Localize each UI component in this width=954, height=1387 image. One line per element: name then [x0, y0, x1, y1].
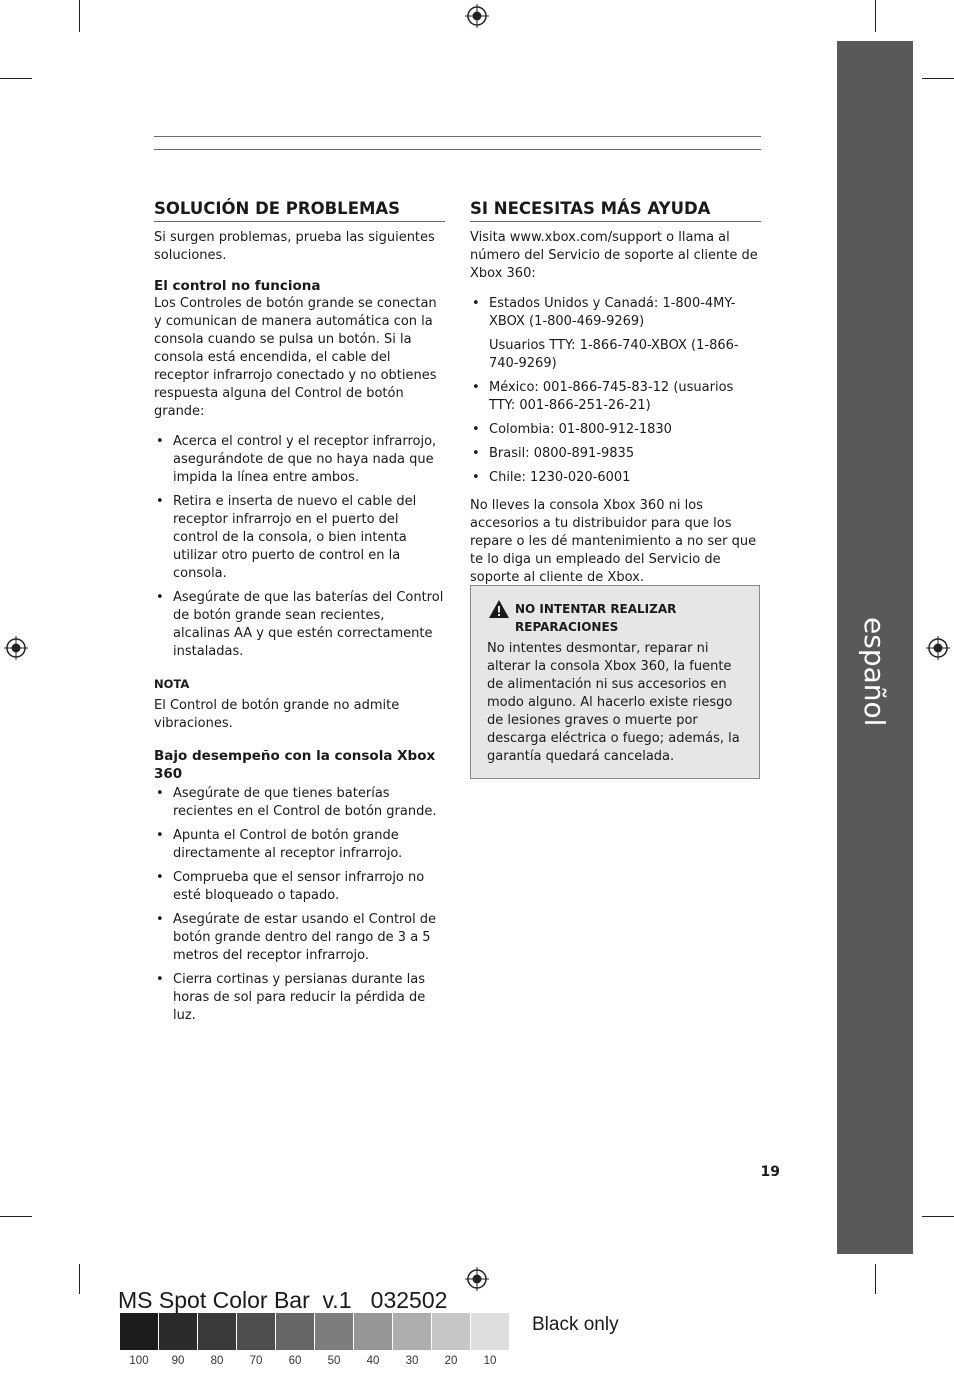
controller-not-working-body: Los Controles de botón grande se conectan y comunican de manera automática con la consola cuando se pulsa un botón. Si la consola está encendida, el cable del receptor infrarrojo conectado y no obtienes respuesta alguna del Control de botón grande: [154, 296, 437, 419]
note-text: El Control de botón grande no admite vibraciones. [154, 698, 400, 731]
color-swatch-label: 10 [483, 1355, 497, 1367]
color-swatch-label: 30 [405, 1355, 419, 1367]
list-item: • Asegúrate de estar usando el Control de botón grande dentro del rango de 3 a 5 metros del receptor infrarrojo. [154, 911, 445, 965]
crop-mark [0, 78, 32, 79]
color-swatch [237, 1313, 275, 1350]
left-column [154, 198, 445, 1035]
controller-not-working-list [154, 433, 445, 661]
registration-mark-icon [465, 4, 489, 28]
color-swatch-label: 70 [249, 1355, 263, 1367]
list-item: • Colombia: 01-800-912-1830 [470, 421, 761, 439]
warning-text: No intentes desmontar, reparar ni alterar la consola Xbox 360, la fuente de alimentación ni sus accesorios en modo alguno. Al hacerlo existe riesgo de lesiones graves o muerte por descarga eléctrica o fuego; además, la garantía quedará cancelada. [487, 641, 740, 764]
color-swatch-label: 50 [327, 1355, 341, 1367]
list-item: • Acerca el control y el receptor infrarrojo, asegurándote de que no haya nada que impida la línea entre ambos. [154, 433, 445, 487]
registration-mark-icon [926, 636, 950, 660]
controller-not-working-heading: El control no funciona [154, 278, 321, 294]
more-help-intro: Visita www.xbox.com/support o llama al número del Servicio de soporte al cliente de Xbox 360: [470, 230, 758, 281]
language-tab-label: español [858, 617, 891, 727]
color-swatch [315, 1313, 353, 1350]
color-swatch [159, 1313, 197, 1350]
list-item: • Asegúrate de que las baterías del Control de botón grande sean recientes, alcalinas AA y que estén correctamente instaladas. [154, 589, 445, 661]
crop-mark [875, 0, 876, 32]
color-swatch [432, 1313, 470, 1350]
list-item: • Chile: 1230-020-6001 [470, 469, 761, 487]
list-item: • Asegúrate de que tienes baterías recientes en el Control de botón grande. [154, 785, 445, 821]
crop-mark [922, 1216, 954, 1217]
color-swatch [198, 1313, 236, 1350]
registration-mark-icon [465, 1267, 489, 1291]
list-item: • Apunta el Control de botón grande directamente al receptor infrarrojo. [154, 827, 445, 863]
warning-title-text: NO INTENTAR REALIZAR REPARACIONES [515, 602, 677, 634]
list-item: • México: 001-866-745-83-12 (usuarios TTY: 001-866-251-26-21) [470, 379, 761, 415]
troubleshooting-intro: Si surgen problemas, prueba las siguientes soluciones. [154, 230, 435, 263]
crop-mark [922, 78, 954, 79]
warning-title [487, 600, 745, 636]
contact-text: Estados Unidos y Canadá: 1-800-4MY-XBOX (1-800-469-9269) [489, 296, 736, 329]
color-swatch [471, 1313, 509, 1350]
right-column [470, 198, 761, 599]
contact-text-tty: Usuarios TTY: 1-866-740-XBOX (1-866-740-9269) [489, 338, 739, 371]
color-bar-note: Black only [532, 1314, 619, 1335]
header-rule [154, 149, 761, 150]
low-performance-list [154, 785, 445, 1025]
color-swatch [354, 1313, 392, 1350]
color-swatch [120, 1313, 158, 1350]
support-contacts-list [470, 295, 761, 487]
troubleshooting-heading: SOLUCIÓN DE PROBLEMAS [154, 198, 445, 222]
crop-mark [79, 0, 80, 32]
color-swatch [276, 1313, 314, 1350]
color-swatch [393, 1313, 431, 1350]
list-item: • Retira e inserta de nuevo el cable del receptor infrarrojo en el puerto del control de la consola, o bien intenta utilizar otro puerto de control en la consola. [154, 493, 445, 583]
warning-box [470, 585, 760, 779]
list-item: • Comprueba que el sensor infrarrojo no esté bloqueado o tapado. [154, 869, 445, 905]
registration-mark-icon [4, 636, 28, 660]
color-swatch-label: 40 [366, 1355, 380, 1367]
header-rule [154, 136, 761, 137]
note-label: NOTA [154, 677, 190, 691]
color-swatch-label: 20 [444, 1355, 458, 1367]
low-performance-heading: Bajo desempeño con la consola Xbox 360 [154, 748, 436, 782]
color-swatch-label: 80 [210, 1355, 224, 1367]
list-item [470, 295, 761, 373]
crop-mark [79, 1264, 80, 1294]
color-swatch-label: 60 [288, 1355, 302, 1367]
warning-triangle-icon [488, 599, 510, 619]
list-item: • Brasil: 0800-891-9835 [470, 445, 761, 463]
crop-mark [875, 1264, 876, 1294]
page-number: 19 [760, 1164, 780, 1180]
more-help-heading: SI NECESITAS MÁS AYUDA [470, 198, 761, 222]
list-item: • Cierra cortinas y persianas durante las horas de sol para reducir la pérdida de luz. [154, 971, 445, 1025]
color-swatch-label: 100 [129, 1355, 149, 1367]
color-bar-title: MS Spot Color Bar v.1 032502 [118, 1287, 448, 1313]
color-swatch-label: 90 [171, 1355, 185, 1367]
more-help-closing: No lleves la consola Xbox 360 ni los accesorios a tu distribuidor para que los repare o les dé mantenimiento a no ser que te lo diga un empleado del Servicio de soporte al cliente de Xbox. [470, 498, 757, 585]
crop-mark [0, 1216, 32, 1217]
